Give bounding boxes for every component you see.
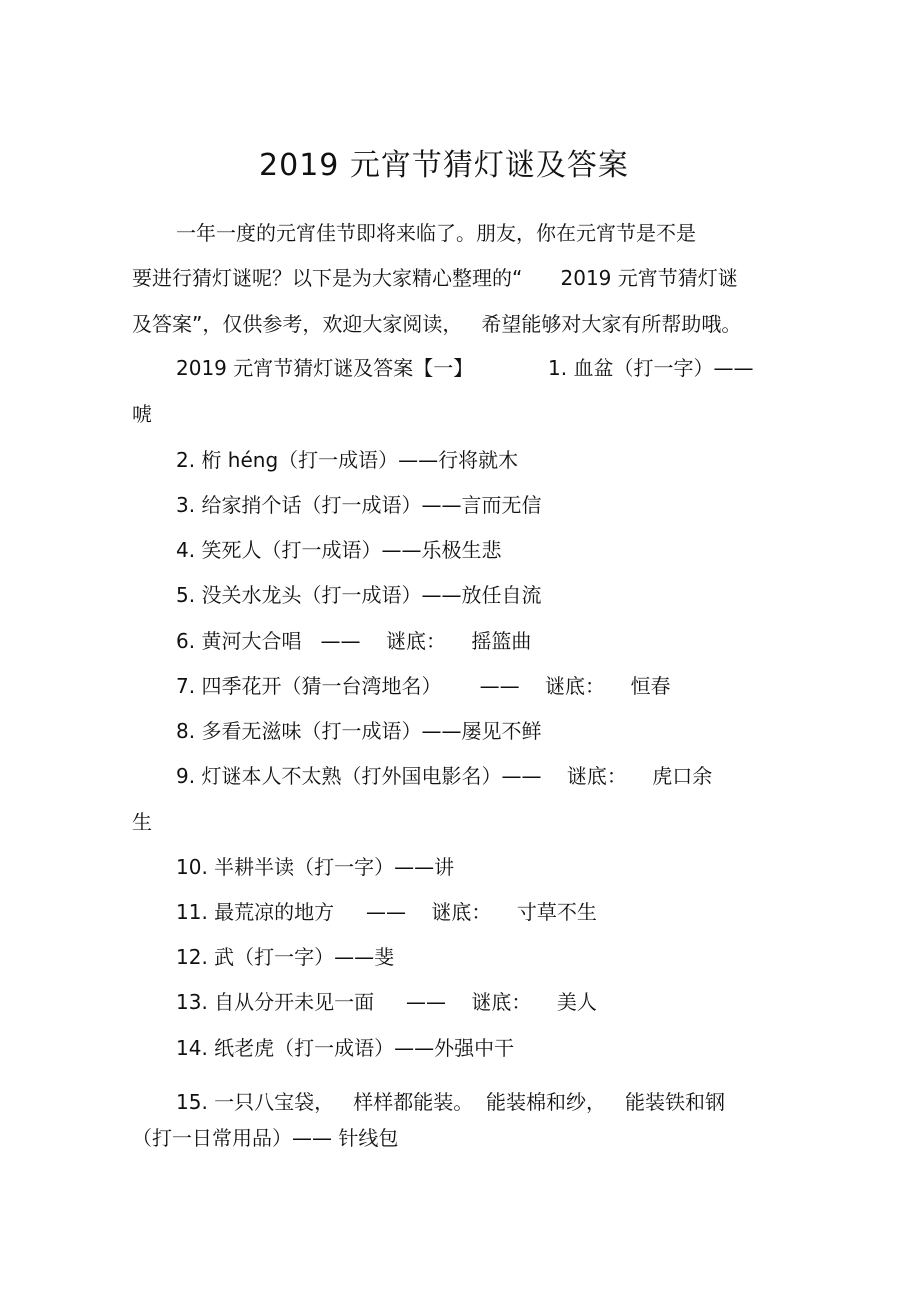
riddle-answer-continuation: 生 bbox=[132, 810, 152, 834]
riddle-number: 2. bbox=[176, 448, 196, 472]
riddle-item-1 bbox=[548, 354, 753, 382]
riddle-number: 9. bbox=[176, 764, 196, 788]
riddle-item-11 bbox=[176, 898, 597, 926]
riddle-item-4 bbox=[176, 536, 501, 564]
riddle-item-14 bbox=[176, 1034, 514, 1062]
riddle-answer-continuation: 唬 bbox=[132, 402, 152, 426]
riddle-number: 10. bbox=[176, 855, 208, 879]
riddle-text: 给家捎个话（打一成语）——言而无信 bbox=[201, 493, 542, 517]
riddle-text: 没关水龙头（打一成语）——放任自流 bbox=[201, 583, 542, 607]
riddle-text: 武（打一字）——斐 bbox=[214, 945, 395, 969]
page-title: 2019 元宵节猜灯谜及答案 bbox=[259, 148, 629, 183]
riddle-number: 7. bbox=[176, 674, 196, 698]
riddle-number: 14. bbox=[176, 1036, 208, 1060]
riddle-item-8 bbox=[176, 717, 541, 745]
riddle-item-5 bbox=[176, 581, 541, 609]
riddle-text: 血盆（打一字）—— bbox=[573, 356, 754, 380]
riddle-item-3 bbox=[176, 491, 541, 519]
riddle-number: 3. bbox=[176, 493, 196, 517]
riddle-text: 半耕半读（打一字）——讲 bbox=[214, 855, 455, 879]
riddle-number: 11. bbox=[176, 900, 208, 924]
intro-line-2: 要进行猜灯谜呢？以下是为大家精心整理的“ 2019 元宵节猜灯谜 bbox=[132, 266, 738, 290]
riddle-text: 笑死人（打一成语）——乐极生悲 bbox=[201, 538, 502, 562]
riddle-text: 黄河大合唱 —— 谜底： 摇篮曲 bbox=[201, 629, 532, 653]
riddle-number: 8. bbox=[176, 719, 196, 743]
riddle-item-2 bbox=[176, 446, 518, 474]
riddle-number: 4. bbox=[176, 538, 196, 562]
riddle-text: 最荒凉的地方 —— 谜底： 寸草不生 bbox=[214, 900, 597, 924]
riddle-number: 13. bbox=[176, 990, 208, 1014]
riddle-text: 纸老虎（打一成语）——外强中干 bbox=[214, 1036, 515, 1060]
riddle-item-9 bbox=[176, 762, 712, 790]
riddle-number: 5. bbox=[176, 583, 196, 607]
intro-line-3: 及答案”，仅供参考，欢迎大家阅读， 希望能够对大家有所帮助哦。 bbox=[132, 312, 742, 336]
riddle-number: 15. bbox=[176, 1090, 208, 1114]
riddle-item-12 bbox=[176, 943, 394, 971]
riddle-answer-continuation: （打一日常用品）—— 针线包 bbox=[132, 1126, 399, 1150]
riddle-text: 自从分开未见一面 —— 谜底： 美人 bbox=[214, 990, 597, 1014]
intro-line-1: 一年一度的元宵佳节即将来临了。朋友，你在元宵节是不是 bbox=[176, 221, 696, 245]
riddle-number: 12. bbox=[176, 945, 208, 969]
riddle-number: 1. bbox=[548, 356, 568, 380]
riddle-item-13 bbox=[176, 988, 597, 1016]
section-heading: 2019 元宵节猜灯谜及答案【一】 bbox=[176, 356, 474, 380]
riddle-number: 6. bbox=[176, 629, 196, 653]
riddle-text: 桁 héng（打一成语）——行将就木 bbox=[201, 448, 519, 472]
riddle-item-7 bbox=[176, 672, 670, 700]
riddle-text: 灯谜本人不太熟（打外国电影名）—— 谜底： 虎口余 bbox=[201, 764, 713, 788]
riddle-text: 一只八宝袋， 样样都能装。 能装棉和纱， 能装铁和钢 bbox=[214, 1090, 726, 1114]
riddle-text: 四季花开（猜一台湾地名） —— 谜底： 恒春 bbox=[201, 674, 671, 698]
riddle-item-6 bbox=[176, 627, 531, 655]
riddle-item-10 bbox=[176, 853, 454, 881]
riddle-item-15 bbox=[176, 1088, 725, 1116]
riddle-text: 多看无滋味（打一成语）——屡见不鲜 bbox=[201, 719, 542, 743]
